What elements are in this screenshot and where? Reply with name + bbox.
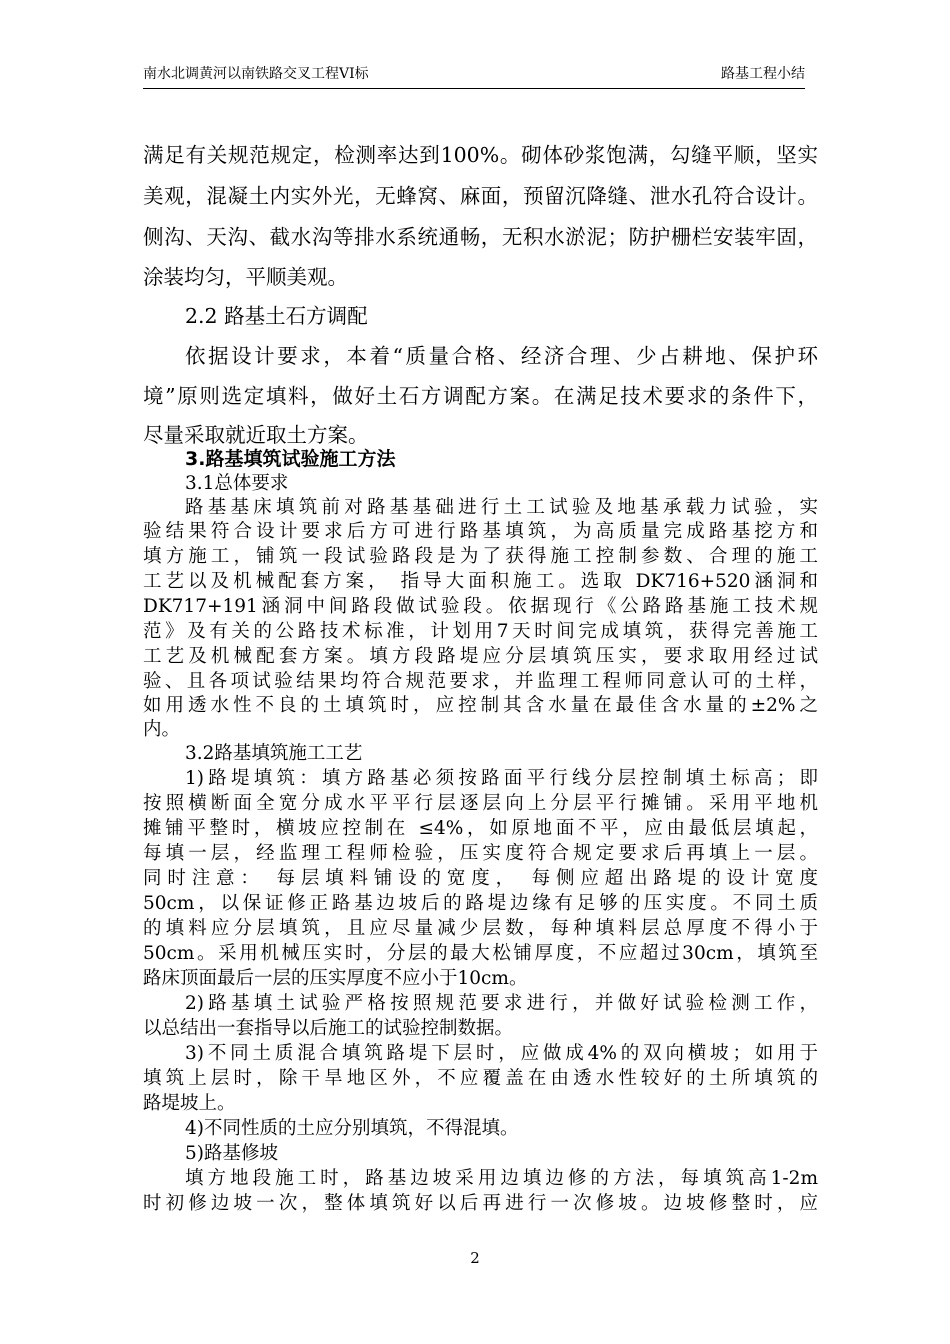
text-line: 50cm。采用机械压实时，分层的最大松铺厚度，不应超过30cm，填筑至 (143, 943, 818, 964)
text-line: 涂装均匀，平顺美观。 (143, 265, 348, 289)
subsection-heading: 2.2 路基土石方调配 (185, 304, 368, 328)
text-line: DK717+191涵洞中间路段做试验段。依据现行《公路路基施工技术规 (143, 596, 818, 617)
text-line: 内。 (143, 719, 181, 740)
text-line: 3)不同土质混合填筑路堤下层时，应做成4%的双向横坡；如用于 (185, 1043, 818, 1064)
text-line: 填筑上层时，除干旱地区外，不应覆盖在由透水性较好的土所填筑的 (143, 1068, 818, 1089)
text-line: 路床顶面最后一层的压实厚度不应小于10cm。 (143, 968, 528, 989)
text-line: 境”原则选定填料，做好土石方调配方案。在满足技术要求的条件下， (143, 384, 818, 408)
text-line: 填方地段施工时，路基边坡采用边填边修的方法，每填筑高1-2m (185, 1168, 818, 1189)
text-line: 1)路堤填筑：填方路基必须按路面平行线分层控制填土标高；即 (185, 768, 818, 789)
text-line: 满足有关规范规定，检测率达到100%。砌体砂浆饱满，勾缝平顺，坚实 (143, 143, 818, 167)
text-line: 美观，混凝土内实外光，无蜂窝、麻面，预留沉降缝、泄水孔符合设计。 (143, 184, 818, 208)
text-line: 摊铺平整时，横坡应控制在 ≤4%，如原地面不平，应由最低层填起， (143, 818, 818, 839)
text-line: 时初修边坡一次，整体填筑好以后再进行一次修坡。边坡修整时，应 (143, 1193, 818, 1214)
subsection-heading: 3.1总体要求 (185, 473, 289, 494)
text-line: 路堤坡上。 (143, 1093, 236, 1114)
text-line: 以总结出一套指导以后施工的试验控制数据。 (143, 1018, 514, 1039)
text-line: 同时注意： 每层填料铺设的宽度， 每侧应超出路堤的设计宽度 (143, 868, 818, 889)
text-line: 2)路基填土试验严格按照规范要求进行，并做好试验检测工作， (185, 993, 818, 1014)
text-line: 如用透水性不良的土填筑时，应控制其含水量在最佳含水量的±2%之 (143, 695, 818, 716)
header-project-title: 南水北调黄河以南铁路交叉工程VI标 (143, 66, 369, 82)
text-line: 工艺以及机械配套方案， 指导大面积施工。选取 DK716+520涵洞和 (143, 571, 818, 592)
section-heading: 3.路基填筑试验施工方法 (185, 448, 396, 470)
text-line: 4)不同性质的土应分别填筑，不得混填。 (185, 1118, 519, 1139)
text-line: 路基基床填筑前对路基基础进行土工试验及地基承载力试验，实 (185, 497, 818, 518)
text-line: 50cm，以保证修正路基边坡后的路堤边缘有足够的压实度。不同土质 (143, 893, 818, 914)
page-header (143, 64, 805, 89)
text-line: 的填料应分层填筑，且应尽量减少层数，每种填料层总厚度不得小于 (143, 918, 818, 939)
text-line: 5)路基修坡 (185, 1143, 278, 1164)
text-line: 依据设计要求，本着“质量合格、经济合理、少占耕地、保护环 (185, 344, 818, 368)
page-number: 2 (470, 1249, 480, 1267)
header-section-title: 路基工程小结 (721, 66, 805, 82)
text-line: 按照横断面全宽分成水平平行层逐层向上分层平行摊铺。采用平地机 (143, 793, 818, 814)
text-line: 范》及有关的公路技术标准，计划用7天时间完成填筑，获得完善施工 (143, 621, 818, 642)
text-line: 填方施工，铺筑一段试验路段是为了获得施工控制参数、合理的施工 (143, 546, 818, 567)
text-line: 尽量采取就近取土方案。 (143, 423, 369, 447)
text-line: 验、且各项试验结果均符合规范要求，并监理工程师同意认可的土样， (143, 671, 818, 692)
text-line: 每填一层，经监理工程师检验，压实度符合规定要求后再填上一层。 (143, 843, 818, 864)
subsection-heading: 3.2路基填筑施工工艺 (185, 743, 363, 764)
text-line: 工艺及机械配套方案。填方段路堤应分层填筑压实，要求取用经过试 (143, 646, 818, 667)
text-line: 验结果符合设计要求后方可进行路基填筑，为高质量完成路基挖方和 (143, 521, 818, 542)
text-line: 侧沟、天沟、截水沟等排水系统通畅，无积水淤泥；防护栅栏安装牢固， (143, 225, 818, 249)
